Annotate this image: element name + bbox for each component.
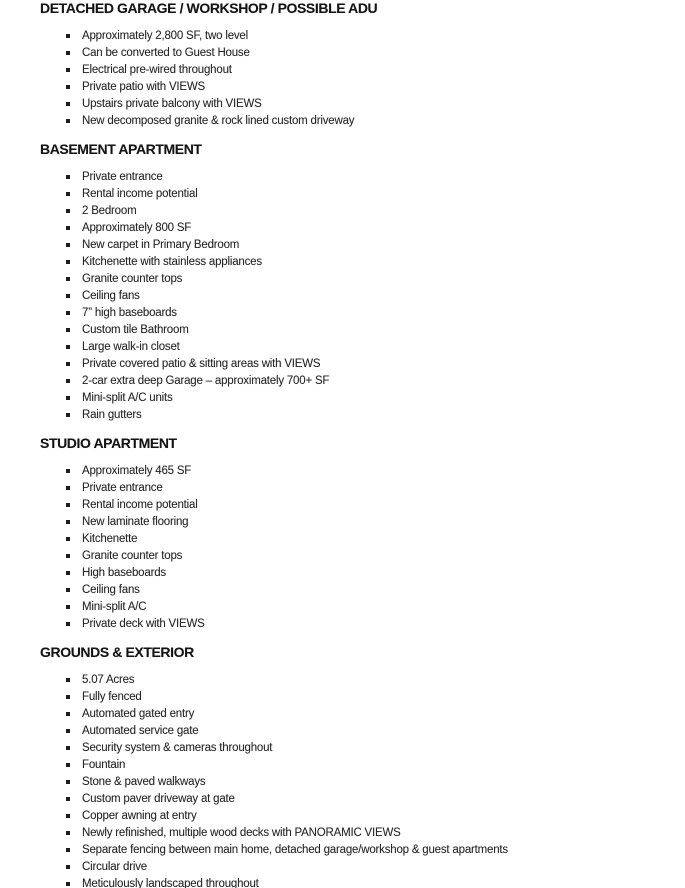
list-item-text: Separate fencing between main home, detached garage/workshop & guest apartments [82,844,508,856]
feature-list [40,672,665,888]
list-item [66,28,665,45]
square-bullet-icon [66,848,70,852]
section-heading: DETACHED GARAGE / WORKSHOP / POSSIBLE ADU [40,0,378,16]
square-bullet-icon [66,882,70,886]
list-item [66,288,665,305]
list-item [66,774,665,791]
feature-section [40,142,665,424]
list-item [66,740,665,757]
square-bullet-icon [66,763,70,767]
list-item [66,582,665,599]
square-bullet-icon [66,175,70,179]
list-item-text: Granite counter tops [82,273,183,285]
square-bullet-icon [66,622,70,626]
list-item-text: Granite counter tops [82,550,183,562]
square-bullet-icon [66,51,70,55]
list-item [66,305,665,322]
list-item-text: Mini-split A/C units [82,392,173,404]
list-item-text: New laminate flooring [82,516,189,528]
list-item-text: Custom tile Bathroom [82,324,189,336]
list-item-text: 2 Bedroom [82,205,137,217]
list-item-text: Copper awning at entry [82,810,197,822]
square-bullet-icon [66,797,70,801]
list-item [66,497,665,514]
feature-list [40,169,665,424]
list-item-text: Automated service gate [82,725,199,737]
list-item [66,169,665,186]
square-bullet-icon [66,34,70,38]
list-item-text: 2-car extra deep Garage – approximately 700+ SF [82,375,330,387]
section-heading: BASEMENT APARTMENT [40,141,202,157]
list-item-text: Private covered patio & sitting areas with VIEWS [82,358,321,370]
square-bullet-icon [66,119,70,123]
square-bullet-icon [66,780,70,784]
feature-list [40,28,665,130]
sections-container [40,1,665,888]
list-item-text: Custom paver driveway at gate [82,793,235,805]
list-item [66,373,665,390]
square-bullet-icon [66,294,70,298]
list-item-text: Upstairs private balcony with VIEWS [82,98,262,110]
list-item-text: Large walk-in closet [82,341,180,353]
square-bullet-icon [66,396,70,400]
list-item [66,186,665,203]
list-item-text: Approximately 465 SF [82,465,192,477]
list-item-text: Rental income potential [82,188,198,200]
feature-section [40,645,665,888]
square-bullet-icon [66,486,70,490]
list-item [66,62,665,79]
square-bullet-icon [66,413,70,417]
section-heading: GROUNDS & EXTERIOR [40,644,194,660]
list-item-text: Newly refinished, multiple wood decks with PANORAMIC VIEWS [82,827,401,839]
list-item [66,876,665,888]
square-bullet-icon [66,192,70,196]
list-item-text: Stone & paved walkways [82,776,206,788]
list-item [66,791,665,808]
square-bullet-icon [66,712,70,716]
square-bullet-icon [66,102,70,106]
square-bullet-icon [66,537,70,541]
list-item [66,757,665,774]
list-item-text: Kitchenette [82,533,138,545]
list-item [66,706,665,723]
list-item [66,322,665,339]
square-bullet-icon [66,503,70,507]
square-bullet-icon [66,746,70,750]
list-item-text: Kitchenette with stainless appliances [82,256,262,268]
list-item [66,113,665,130]
square-bullet-icon [66,209,70,213]
square-bullet-icon [66,678,70,682]
list-item [66,271,665,288]
feature-section [40,436,665,633]
list-item [66,220,665,237]
square-bullet-icon [66,68,70,72]
list-item-text: Mini-split A/C [82,601,147,613]
square-bullet-icon [66,571,70,575]
list-item [66,79,665,96]
square-bullet-icon [66,520,70,524]
square-bullet-icon [66,345,70,349]
square-bullet-icon [66,814,70,818]
list-item [66,480,665,497]
list-item [66,723,665,740]
list-item-text: Can be converted to Guest House [82,47,250,59]
list-item-text: Private entrance [82,482,163,494]
list-item [66,859,665,876]
square-bullet-icon [66,831,70,835]
list-item-text: Private deck with VIEWS [82,618,205,630]
list-item [66,339,665,356]
square-bullet-icon [66,243,70,247]
list-item [66,565,665,582]
list-item-text: Fully fenced [82,691,142,703]
list-item-text: Rental income potential [82,499,198,511]
list-item [66,237,665,254]
list-item [66,514,665,531]
list-item-text: Ceiling fans [82,584,140,596]
list-item [66,808,665,825]
list-item [66,599,665,616]
list-item [66,463,665,480]
square-bullet-icon [66,226,70,230]
square-bullet-icon [66,362,70,366]
list-item [66,96,665,113]
list-item-text: 7” high baseboards [82,307,177,319]
list-item-text: Approximately 2,800 SF, two level [82,30,248,42]
list-item-text: New carpet in Primary Bedroom [82,239,240,251]
square-bullet-icon [66,328,70,332]
square-bullet-icon [66,588,70,592]
list-item [66,689,665,706]
list-item [66,616,665,633]
square-bullet-icon [66,85,70,89]
list-item [66,825,665,842]
square-bullet-icon [66,277,70,281]
square-bullet-icon [66,695,70,699]
list-item [66,254,665,271]
list-item [66,356,665,373]
square-bullet-icon [66,554,70,558]
list-item-text: Private entrance [82,171,163,183]
list-item-text: New decomposed granite & rock lined custom driveway [82,115,355,127]
list-item [66,842,665,859]
square-bullet-icon [66,379,70,383]
list-item [66,407,665,424]
square-bullet-icon [66,729,70,733]
list-item-text: Approximately 800 SF [82,222,192,234]
list-item-text: Automated gated entry [82,708,195,720]
list-item [66,672,665,689]
feature-list [40,463,665,633]
feature-section [40,1,665,130]
list-item-text: Circular drive [82,861,147,873]
square-bullet-icon [66,260,70,264]
list-item [66,390,665,407]
list-item-text: Fountain [82,759,126,771]
square-bullet-icon [66,469,70,473]
list-item [66,531,665,548]
list-item-text: Rain gutters [82,409,142,421]
list-item-text: 5.07 Acres [82,674,135,686]
list-item-text: High baseboards [82,567,166,579]
list-item-text: Private patio with VIEWS [82,81,206,93]
list-item-text: Ceiling fans [82,290,140,302]
list-item-text: Electrical pre-wired throughout [82,64,232,76]
list-item [66,203,665,220]
list-item [66,45,665,62]
list-item [66,548,665,565]
list-item-text: Meticulously landscaped throughout [82,878,259,888]
square-bullet-icon [66,605,70,609]
square-bullet-icon [66,311,70,315]
list-item-text: Security system & cameras throughout [82,742,273,754]
section-heading: STUDIO APARTMENT [40,435,177,451]
square-bullet-icon [66,865,70,869]
